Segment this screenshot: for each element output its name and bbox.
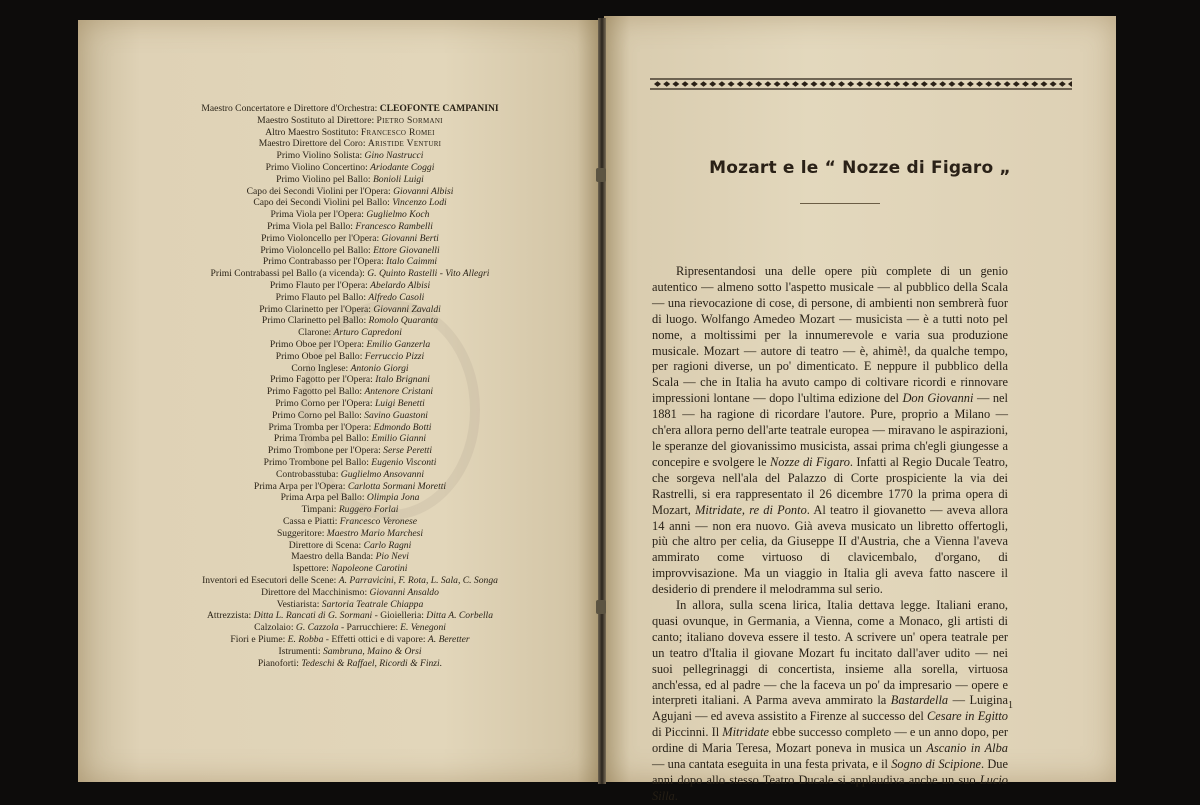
credit-line xyxy=(120,292,580,304)
credit-role: Primo Clarinetto pel Ballo: xyxy=(261,315,369,327)
credit-name: Sambruna, Maino & Orsi xyxy=(322,645,422,657)
credit-line xyxy=(120,646,580,658)
credit-line xyxy=(120,374,580,386)
credit-role: Primo Fagotto pel Ballo: xyxy=(266,386,365,398)
credit-line xyxy=(120,587,580,599)
ornament-diamond xyxy=(976,81,983,87)
credit-role: Cassa e Piatti: xyxy=(283,516,340,527)
credit-name: Edmondo Botti xyxy=(373,421,432,433)
credit-line xyxy=(120,410,580,422)
ornament-diamond xyxy=(838,81,845,87)
credit-line xyxy=(120,115,580,127)
ornament-diamond xyxy=(1059,81,1066,87)
article-paragraph: In allora, sulla scena lirica, Italia dettava legge. Italiani erano, quasi ovunque, in Germania, a Vienna, come a Monaco, gli artisti di canto; italiano doveva essere il testo. A scrivere un' opera teatrale per un teatro d'Italia il giovane Mozart fu incitato dall'aver udito — nei suoi pellegrinaggi di concertista, insieme alla sorella, virtuosa anch'essa, ed al padre — che la faceva un po' da impresario — opere e interpreti italiani. A Parma aveva ammirato la Bastardella — Luigina Agujani — ed aveva assistito a Firenze al successo del Cesare in Egitto di Piccinni. Il Mitridate ebbe successo completo — e un anno dopo, per ordine di Maria Teresa, Mozart poneva in musica un Ascanio in Alba — una cantata eseguita in una festa privata, e il Sogno di Scipione. Due anni dopo allo stesso Teatro Ducale si applaudiva anche un suo Lucio Silla. xyxy=(652,598,1009,803)
ornament-diamond xyxy=(930,81,937,87)
credit-name: Sartoria Teatrale Chiappa xyxy=(321,598,424,610)
page-number: 1 xyxy=(1008,700,1013,711)
credit-line xyxy=(120,516,580,528)
credit-name: Emilio Ganzerla xyxy=(366,339,431,350)
credit-line xyxy=(120,398,580,410)
article-title: Mozart e le “ Nozze di Figaro „ xyxy=(709,158,1011,178)
credit-line xyxy=(120,150,580,162)
ornament-diamond xyxy=(985,81,992,87)
ornament-diamond xyxy=(792,81,799,87)
credit-name: G. Cazzola xyxy=(295,622,339,634)
credit-line xyxy=(120,433,580,445)
credit-role: Prima Arpa per l'Opera: xyxy=(253,480,348,492)
ornament-diamond xyxy=(718,81,725,87)
ornament-diamond xyxy=(737,81,744,87)
credit-line xyxy=(120,634,580,646)
credit-line xyxy=(120,457,580,469)
credit-role: Suggeritore: xyxy=(276,527,327,539)
credit-line xyxy=(120,351,580,363)
ornament-diamond xyxy=(746,81,753,87)
credit-name: Bonioli Luigi xyxy=(372,173,424,185)
italic-title: Mitridate xyxy=(722,725,770,740)
italic-title: Ascanio in Alba xyxy=(926,741,1008,756)
credit-name: Aristide Venturi xyxy=(367,138,442,150)
credit-line xyxy=(120,280,580,292)
credit-role: Primo Violoncello per l'Opera: xyxy=(261,232,382,244)
credit-name: Giovanni Ansaldo xyxy=(369,586,439,598)
credit-role: Primo Violino pel Ballo: xyxy=(276,173,373,185)
credit-name: Eugenio Visconti xyxy=(371,457,437,468)
credit-name: Arturo Capredoni xyxy=(333,327,402,339)
ornament-diamond xyxy=(672,81,679,87)
italic-title: Lucio Silla xyxy=(652,773,1008,803)
credit-name: Alfredo Casoli xyxy=(368,291,425,303)
credit-line xyxy=(120,492,580,504)
credit-name: Abelardo Albisi xyxy=(370,280,431,291)
credit-role: - Gioielleria: xyxy=(372,610,427,622)
credit-name: Francesco Rambelli xyxy=(355,221,433,232)
credit-line xyxy=(120,481,580,493)
credit-role: - Effetti ottici e di vapore: xyxy=(323,634,428,645)
credit-name: Pio Nevi xyxy=(375,551,409,563)
credit-role: Primo Trombone per l'Opera: xyxy=(267,445,384,457)
credit-name: A. Beretter xyxy=(427,634,470,645)
ornament-diamond xyxy=(856,81,863,87)
italic-title: Nozze di Figaro xyxy=(769,454,850,469)
credit-name: Vincenzo Lodi xyxy=(392,197,447,209)
credit-role: Primo Clarinetto per l'Opera: xyxy=(259,303,374,315)
credit-name: Tedeschi & Raffael, Ricordi & Finzi. xyxy=(301,657,443,669)
ornament-diamond xyxy=(948,81,955,87)
credit-line xyxy=(120,162,580,174)
credit-role: Attrezzista: xyxy=(206,610,254,622)
credit-name: Carlotta Sormani Moretti xyxy=(347,480,447,492)
credit-line xyxy=(120,386,580,398)
credit-line xyxy=(120,622,580,634)
ornament-diamond xyxy=(902,81,909,87)
credit-line xyxy=(120,363,580,375)
ornament-diamond xyxy=(1040,81,1047,87)
credit-role: - Parrucchiere: xyxy=(338,622,401,634)
credit-name: Francesco Romei xyxy=(360,126,435,138)
credit-role: Istrumenti: xyxy=(278,645,323,657)
credit-name: A. Parravicini, F. Rota, L. Sala, C. Songa xyxy=(338,575,498,586)
ornament-diamond xyxy=(1022,81,1029,87)
ornament-diamond xyxy=(939,81,946,87)
article-paragraph: Ripresentandosi una delle opere più complete di un genio autentico — almeno sotto l'aspetto musicale — al pubblico della Scala — una rievocazione di cose, di persone, di ambienti non sembrerà fuor di luogo. Wolfango Amedeo Mozart — musicista — è a tutti noto pel nome, a moltissimi per la innumerevole e varia sua produzione musicale. Mozart — autore di teatro — è, ahimè!, da qualche tempo, per ragioni diverse, un po' dimenticato. E neppure il pubblico della Scala — che in Italia ha avuto campo di coltivare ricordi e rinnovare impressioni lontane — dopo l'ultima edizione del Don Giovanni — nel 1881 — ha ragione di ricordare l'autore. Pure, proprio a Milano — ch'era allora perno dell'arte teatrale europea — miravano le aspirazioni, le speranze del giovanissimo musicista, assai prima ch'egli giungesse a concepire e svolgere le Nozze di Figaro. Infatti al Regio Ducale Teatro, che sorgeva nell'ala del Palazzo di Corte prospiciente la via dei Rastrelli, si era rappresentato il 26 dicembre 1770 la prima opera di Mozart, Mitridate, re di Ponto. Al teatro il giovanetto — aveva allora 14 anni — non era nuovo. Già aveva musicato un libretto offertogli, più che altro per celia, da Giuseppe II d'Austria, che a Vienna l'aveva ammirato come virtuoso di clavicembalo, d'organo, di improvvisazione. Ma un viaggio in Italia gli aveva fatto nascere il desiderio di prendere il melodramma sul serio. xyxy=(652,264,1009,597)
credit-role: Capo dei Secondi Violini per l'Opera: xyxy=(246,185,394,197)
credit-name: Giovanni Albisi xyxy=(393,185,454,197)
credit-line xyxy=(120,327,580,339)
credit-line xyxy=(120,540,580,552)
credit-role: Primo Corno per l'Opera: xyxy=(275,398,375,409)
credit-name: Ditta A. Corbella xyxy=(426,610,493,622)
credit-line xyxy=(120,233,580,245)
credit-role: Pianoforti: xyxy=(257,657,302,669)
ornament-diamond xyxy=(912,81,919,87)
credit-name: Romolo Quaranta xyxy=(368,315,439,327)
credit-line xyxy=(120,103,580,115)
credit-line xyxy=(120,186,580,198)
credit-name: Emilio Gianni xyxy=(371,433,427,445)
credit-line xyxy=(120,469,580,481)
credit-role: Primo Flauto per l'Opera: xyxy=(269,280,371,291)
credit-role: Controbasstuba: xyxy=(276,468,341,480)
title-divider xyxy=(800,203,880,204)
credit-role: Primi Contrabassi pel Ballo (a vicenda): xyxy=(210,268,368,280)
credit-name: Ditta L. Rancati di G. Sormani xyxy=(253,610,373,622)
credit-line xyxy=(120,528,580,540)
credit-role: Maestro Concertatore e Direttore d'Orchestra: xyxy=(201,103,380,114)
credit-line xyxy=(120,268,580,280)
ornament-diamond xyxy=(755,81,762,87)
ornament-diamond xyxy=(820,81,827,87)
credit-name: Antenore Cristani xyxy=(364,386,434,398)
article-body xyxy=(652,264,1008,805)
credit-name: Giovanni Zavaldi xyxy=(373,303,441,315)
credit-line xyxy=(120,138,580,150)
credit-name: Napoleone Carotini xyxy=(331,563,408,575)
italic-title: Cesare in Egitto xyxy=(927,709,1009,724)
credit-name: Maestro Mario Marchesi xyxy=(326,527,424,539)
credit-role: Ispettore: xyxy=(292,563,332,575)
credit-name: Ferruccio Pizzi xyxy=(364,350,425,362)
credit-role: Primo Contrabasso per l'Opera: xyxy=(262,256,387,268)
ornament-diamond xyxy=(663,81,670,87)
ornament-diamond xyxy=(700,81,707,87)
ornament-diamond xyxy=(1013,81,1020,87)
ornament-diamond xyxy=(1031,81,1038,87)
credit-name: E. Venegoni xyxy=(400,622,446,634)
credit-line xyxy=(120,304,580,316)
ornament-diamond xyxy=(958,81,965,87)
ornament-diamond xyxy=(810,81,817,87)
credit-line xyxy=(120,245,580,257)
ornament-diamond xyxy=(801,81,808,87)
credit-name: Savino Guastoni xyxy=(364,409,428,421)
credit-name: Ettore Giovanelli xyxy=(373,244,440,256)
decorative-border xyxy=(650,78,1072,90)
credit-name: Italo Caimmi xyxy=(386,256,438,268)
ornament-diamond xyxy=(728,81,735,87)
italic-title: Don Giovanni xyxy=(902,391,974,406)
credit-role: Fiori e Piume: xyxy=(230,634,288,645)
credit-role: Prima Arpa pel Ballo: xyxy=(280,492,367,504)
credit-role: Primo Corno pel Ballo: xyxy=(272,409,365,421)
credit-role: Prima Viola per l'Opera: xyxy=(270,209,367,221)
book-spine xyxy=(598,18,606,784)
credit-line xyxy=(120,174,580,186)
credit-line xyxy=(120,445,580,457)
credit-name: Guglielmo Ansovanni xyxy=(340,468,424,480)
credit-name: Serse Peretti xyxy=(383,445,433,457)
credit-name: Luigi Benetti xyxy=(374,398,425,409)
credit-role: Vestiarista: xyxy=(276,598,322,610)
credit-role: Maestro Sostituto al Direttore: xyxy=(257,114,377,126)
credit-name: Olimpia Jona xyxy=(366,492,420,504)
staple xyxy=(596,600,606,614)
credit-role: Clarone: xyxy=(298,327,334,339)
credit-name: Italo Brignani xyxy=(375,374,430,386)
credit-role: Maestro della Banda: xyxy=(291,551,376,563)
credit-role: Primo Oboe per l'Opera: xyxy=(269,339,367,350)
credit-role: Prima Viola pel Ballo: xyxy=(267,221,356,232)
credit-name: Giovanni Berti xyxy=(381,232,439,244)
credit-line xyxy=(120,610,580,622)
credit-role: Altro Maestro Sostituto: xyxy=(265,126,361,138)
ornament-diamond xyxy=(921,81,928,87)
credit-role: Prima Tromba pel Ballo: xyxy=(273,433,372,445)
credit-role: Calzolaio: xyxy=(254,622,296,634)
credit-role: Direttore del Macchinismo: xyxy=(261,586,370,598)
credit-line xyxy=(120,599,580,611)
ornament-diamond xyxy=(893,81,900,87)
credit-name: Carlo Ragni xyxy=(363,539,412,551)
credit-role: Timpani: xyxy=(301,504,339,516)
credit-name: Pietro Sormani xyxy=(376,114,443,126)
credit-role: Primo Trombone pel Ballo: xyxy=(263,457,372,468)
credit-line xyxy=(120,127,580,139)
credit-line xyxy=(120,658,580,670)
credit-role: Primo Flauto pel Ballo: xyxy=(275,291,369,303)
ornament-diamond xyxy=(1050,81,1057,87)
credit-name: CLEOFONTE CAMPANINI xyxy=(379,103,499,114)
ornament-diamond xyxy=(884,81,891,87)
ornament-diamond xyxy=(994,81,1001,87)
credit-role: Primo Violoncello pel Ballo: xyxy=(260,244,374,256)
credit-name: Antonio Giorgi xyxy=(350,362,409,374)
credit-role: Capo dei Secondi Violini pel Ballo: xyxy=(253,197,393,209)
credit-role: Inventori ed Esecutori delle Scene: xyxy=(202,575,339,586)
credit-line xyxy=(120,256,580,268)
ornament-diamond xyxy=(1068,81,1072,87)
credit-line xyxy=(120,563,580,575)
credit-name: Francesco Veronese xyxy=(339,516,417,527)
italic-title: Sogno di Scipione xyxy=(891,757,982,772)
credit-name: Gino Nastrucci xyxy=(364,150,424,162)
credit-name: Guglielmo Koch xyxy=(366,209,430,221)
credit-line xyxy=(120,221,580,233)
ornament-diamond xyxy=(654,81,661,87)
ornament-diamond xyxy=(967,81,974,87)
ornament-diamond xyxy=(866,81,873,87)
credit-line xyxy=(120,422,580,434)
ornament-diamond xyxy=(682,81,689,87)
credit-line xyxy=(120,575,580,587)
italic-title: Bastardella xyxy=(890,693,949,708)
credit-name: Ariodante Coggi xyxy=(370,162,435,173)
credit-role: Corno Inglese: xyxy=(291,362,351,374)
ornament-diamond xyxy=(1004,81,1011,87)
credit-name: Ruggero Forlai xyxy=(338,504,399,516)
credit-role: Primo Violino Concertino: xyxy=(265,162,371,173)
credit-line xyxy=(120,315,580,327)
credit-role: Maestro Direttore del Coro: xyxy=(258,138,368,150)
credit-role: Primo Fagotto per l'Opera: xyxy=(270,374,376,386)
ornament-diamond xyxy=(829,81,836,87)
ornament-diamond xyxy=(764,81,771,87)
credit-role: Direttore di Scena: xyxy=(288,539,364,551)
credit-line xyxy=(120,209,580,221)
credit-name: E. Robba xyxy=(287,634,324,645)
ornament-diamond xyxy=(783,81,790,87)
ornament-diamond xyxy=(875,81,882,87)
ornament-diamond xyxy=(774,81,781,87)
credit-line xyxy=(120,339,580,351)
credit-line xyxy=(120,197,580,209)
ornament-diamond xyxy=(847,81,854,87)
credit-line xyxy=(120,504,580,516)
staple xyxy=(596,168,606,182)
ornament-diamond xyxy=(691,81,698,87)
italic-title: Mitridate, re di Ponto xyxy=(695,502,807,517)
credit-role: Primo Oboe pel Ballo: xyxy=(275,350,365,362)
ornament-diamond xyxy=(709,81,716,87)
credit-name: G. Quinto Rastelli - Vito Allegri xyxy=(367,268,490,280)
credit-role: Primo Violino Solista: xyxy=(276,150,365,162)
credit-line xyxy=(120,551,580,563)
credit-role: Prima Tromba per l'Opera: xyxy=(268,421,374,433)
